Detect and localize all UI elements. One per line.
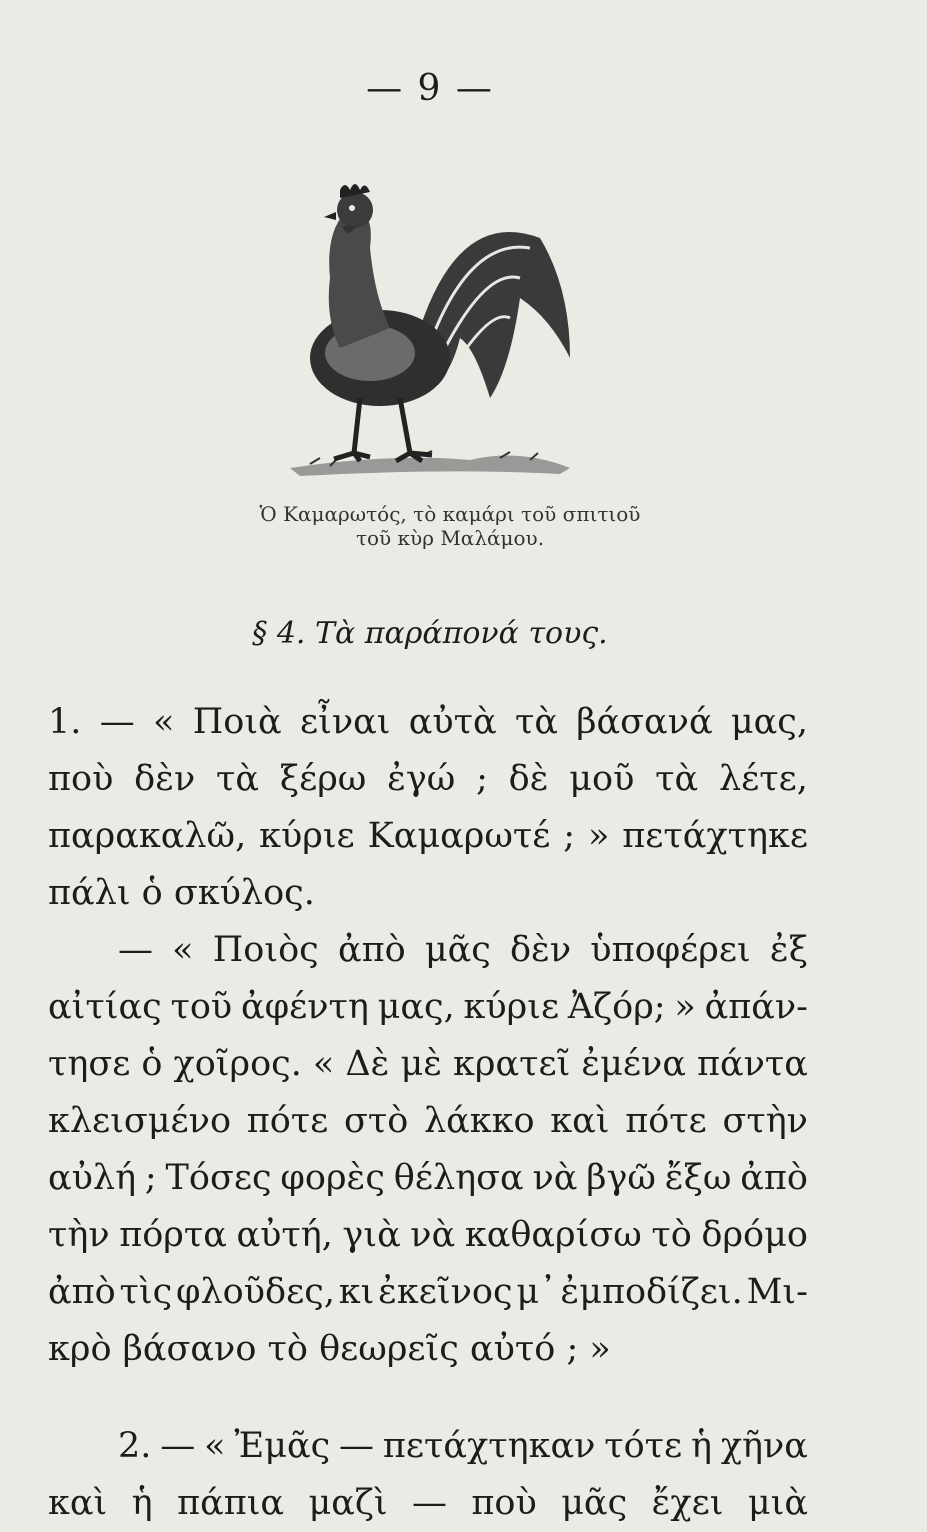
paragraph-3 [48,1418,808,1532]
text-line: ἀπὸ τὶς φλοῦδες, κι ἐκεῖνος μ᾽ ἐμποδίζει. Μι- [48,1272,808,1312]
text-line: παρακαλῶ, κύριε Καμαρωτέ ; » πετάχτηκε [48,816,808,856]
rooster-illustration [270,168,590,488]
text-line: αὐλή ; Τόσες φορὲς θέλησα νὰ βγῶ ἔξω ἀπὸ [48,1158,808,1198]
text-line: τησε ὁ χοῖρος. « Δὲ μὲ κρατεῖ ἐμένα πάντα [48,1044,808,1084]
figure-caption [0,502,900,550]
page-number: — 9 — [366,68,494,109]
text-line: αἰτίας τοῦ ἀφέντη μας, κύριε Ἀζόρ; » ἀπάν- [48,987,808,1027]
paragraph-1 [48,694,808,922]
text-line: καὶ ἡ πάπια μαζὶ — ποὺ μᾶς ἔχει μιὰ [48,1483,808,1523]
body-text [48,694,808,1532]
text-line: τὴν πόρτα αὐτή, γιὰ νὰ καθαρίσω τὸ δρόμο [48,1215,808,1255]
text-line: ποὺ δὲν τὰ ξέρω ἐγώ ; δὲ μοῦ τὰ λέτε, [48,759,808,799]
text-line: — « Ποιὸς ἀπὸ μᾶς δὲν ὑποφέρει ἐξ [118,930,808,970]
text-line: 2. — « Ἐμᾶς — πετάχτηκαν τότε ἡ χῆνα [118,1426,808,1466]
text-line: κλεισμένο πότε στὸ λάκκο καὶ πότε στὴν [48,1101,808,1141]
paragraph-2 [48,922,808,1378]
caption-line-1: Ὁ Καμαρωτός, τὸ καμάρι τοῦ σπιτιοῦ [259,502,641,526]
section-title: § 4. Τὰ παράπονά τους. [252,616,608,651]
text-line: πάλι ὁ σκύλος. [48,873,315,913]
text-line: 1. — « Ποιὰ εἶναι αὐτὰ τὰ βάσανά μας, [48,702,808,742]
text-line: κρὸ βάσανο τὸ θεωρεῖς αὐτό ; » [48,1329,611,1369]
caption-line-2: τοῦ κὺρ Μαλάμου. [355,526,545,550]
